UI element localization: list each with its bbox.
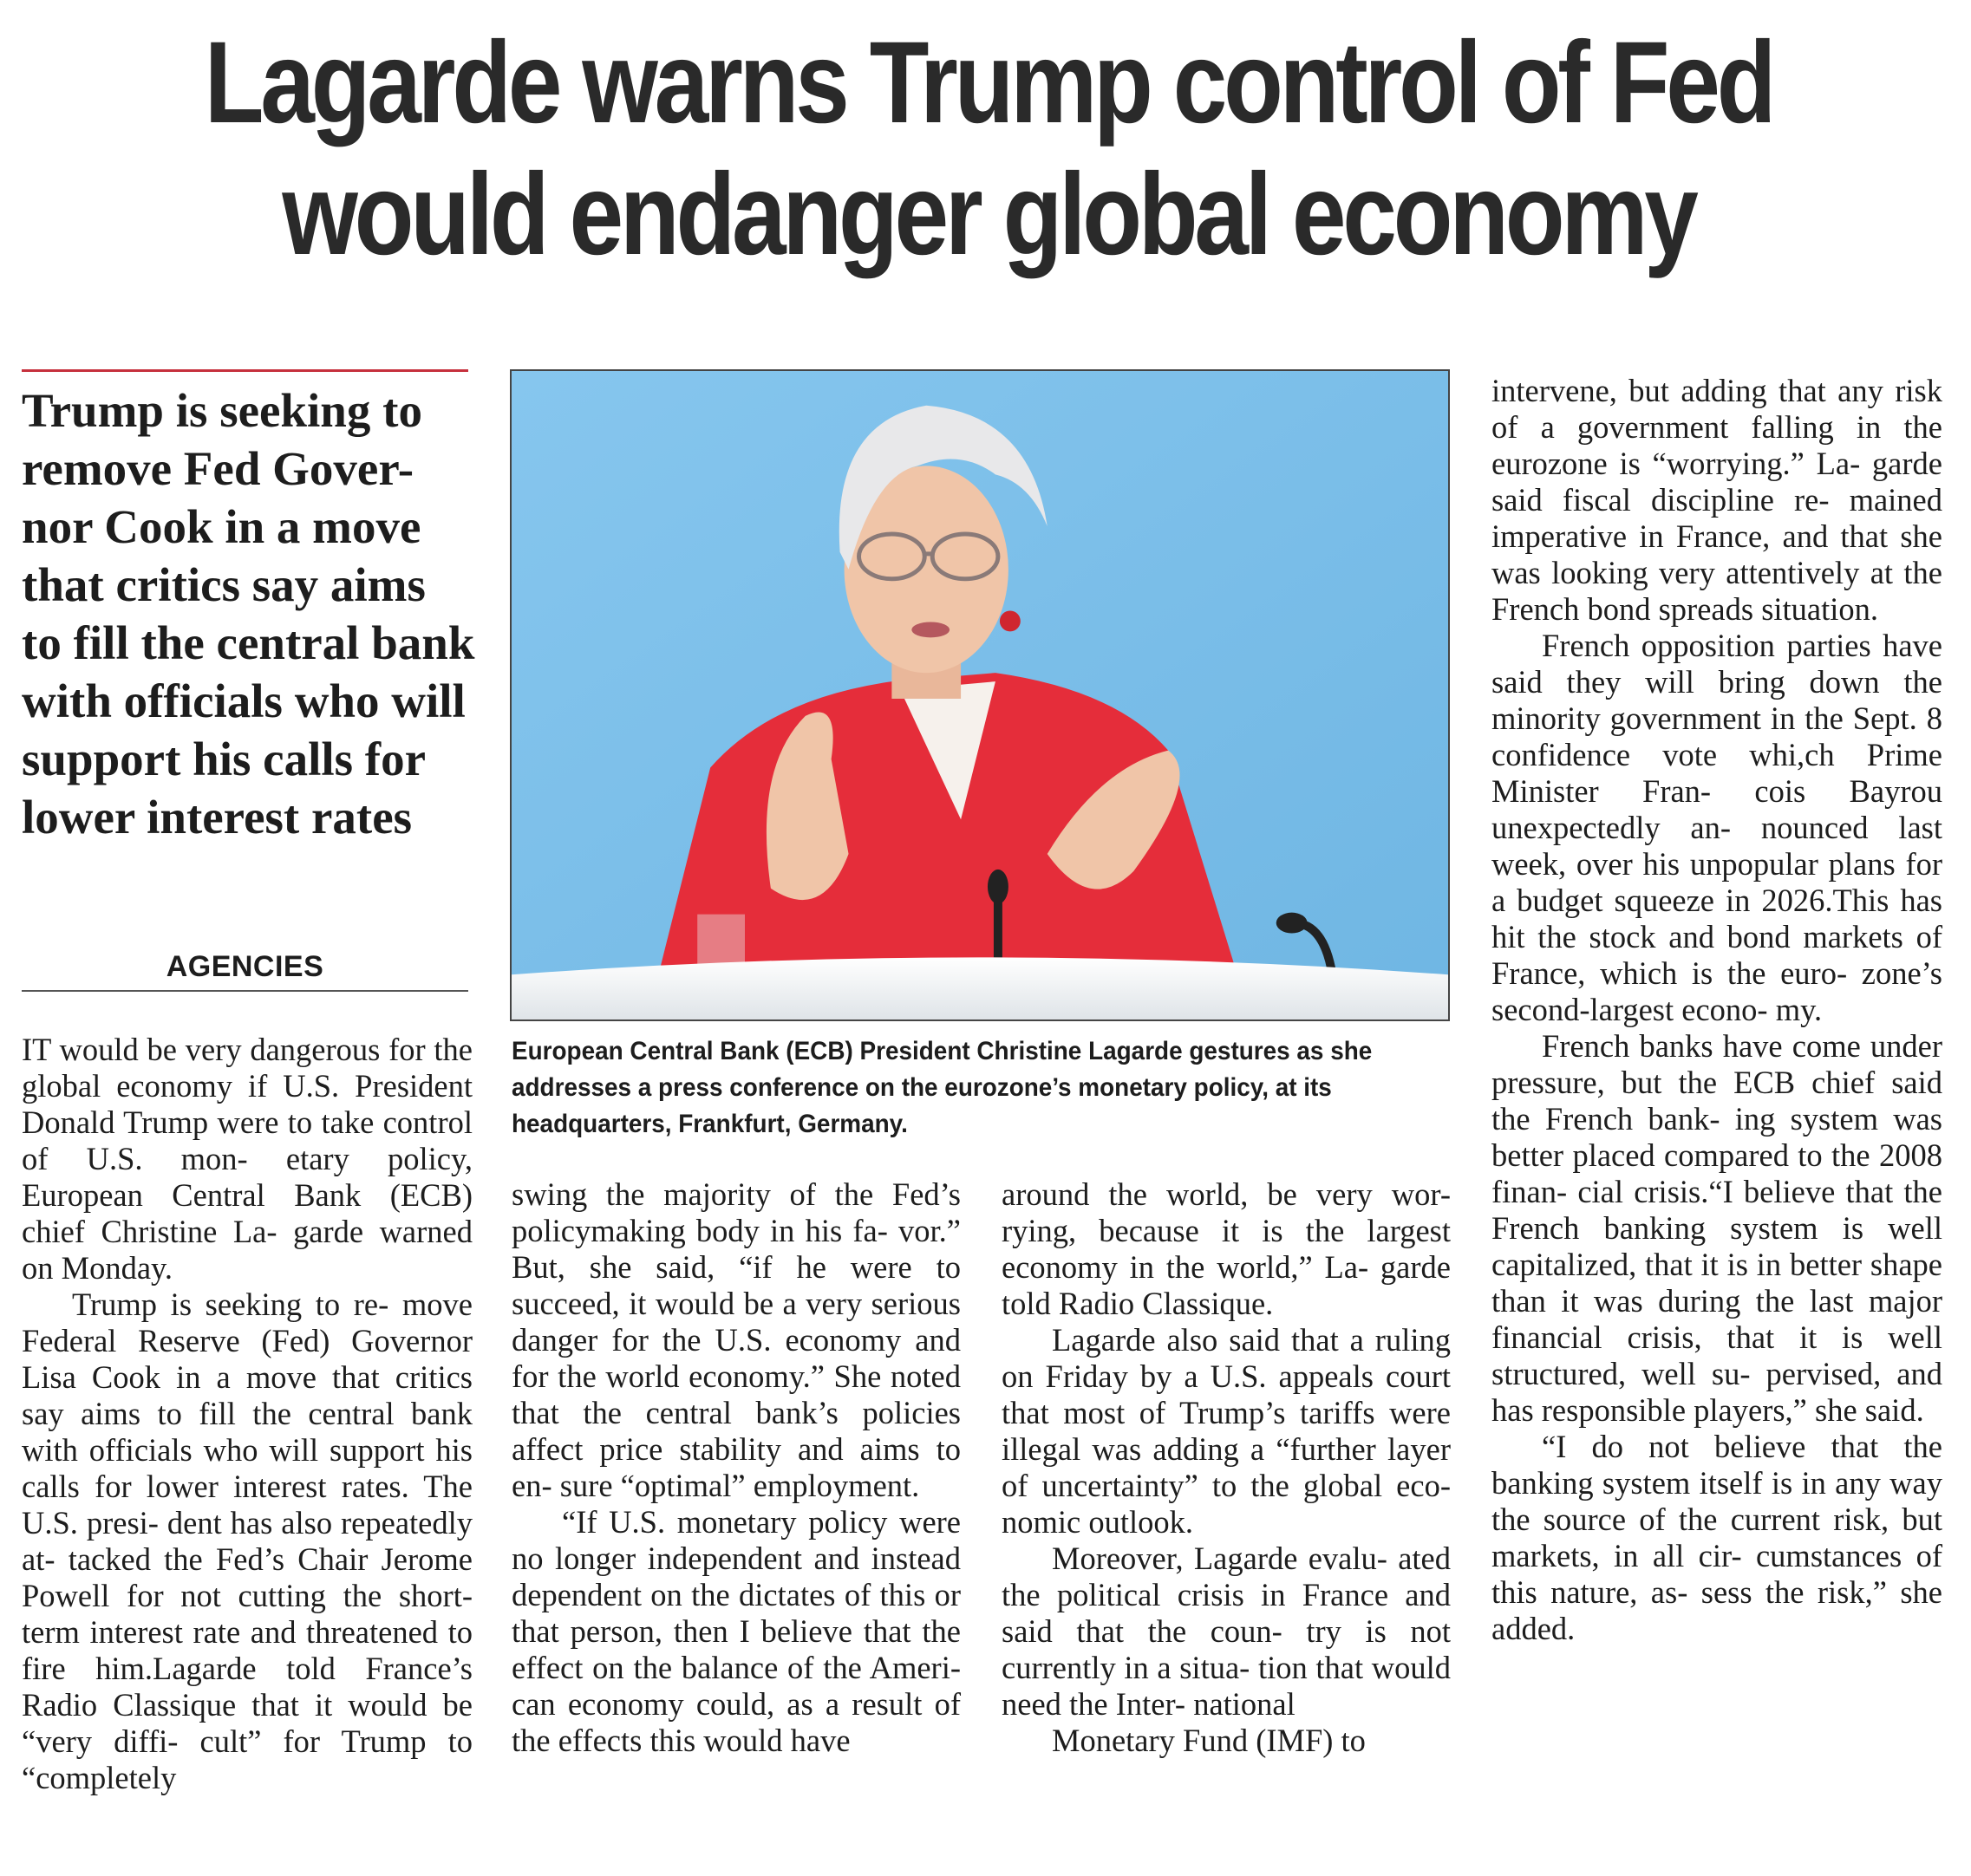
article-photo <box>510 369 1450 1021</box>
deck-top-rule <box>22 369 468 372</box>
article-column-4 <box>1491 373 1942 1647</box>
article-column-1 <box>22 1032 473 1796</box>
paragraph: IT would be very dangerous for the global economy if U.S. President Donald Trump were to take control of U.S. mon- etary policy, European Central Bank (ECB) chief Christine La- garde warned on Monday. <box>22 1032 473 1286</box>
paragraph: swing the majority of the Fed’s policymaking body in his fa- vor.” But, she said, “if he were to succeed, it would be a very serious danger for the U.S. economy and for the world economy.” She noted that the central bank’s policies affect price stability and aims to en- sure “optimal” employment. <box>512 1176 961 1503</box>
paragraph: “If U.S. monetary policy were no longer independent and instead dependent on the dictates of this or that person, then I believe that the effect on the balance of the Ameri- can economy could, as a result of the effects this would have <box>512 1504 961 1758</box>
photo-image <box>512 371 1448 1019</box>
paragraph: Trump is seeking to re- move Federal Reserve (Fed) Governor Lisa Cook in a move that critics say aims to fill the central bank with officials who will support his calls for lower interest rates. The U.S. presi- dent has also repeatedly at- tacked the Fed’s Chair Jerome Powell for not cutting the short-term interest rate and threatened to fire him.Lagarde told France’s Radio Classique that it would be “very diffi- cult” for Trump to “completely <box>22 1286 473 1795</box>
paragraph: French opposition parties have said they will bring down the minority government in the Sept. 8 confidence vote whi,ch Prime Minister Fran- cois Bayrou unexpectedly an- nounced last week, over his unpopular plans for a budget squeeze in 2026.This has hit the stock and bond markets of France, which is the euro- zone’s second-largest econo- my. <box>1491 628 1942 1027</box>
paragraph: intervene, but adding that any risk of a government falling in the eurozone is “worrying.” La- garde said fiscal discipline re- mained imperative in France, and that she was looking very attentively at the French bond spreads situation. <box>1491 373 1942 627</box>
paragraph: Lagarde also said that a ruling on Friday by a U.S. appeals court that most of Trump’s tariffs were illegal was adding a “further layer of uncertainty” to the global eco- nomic outlook. <box>1002 1322 1451 1540</box>
deck-summary: Trump is seeking to remove Fed Gover- nor Cook in a move that critics say aims to fill the central bank with officials who will support his calls for lower interest rates <box>22 384 475 844</box>
paragraph: Monetary Fund (IMF) to <box>1052 1723 1366 1758</box>
byline: AGENCIES <box>166 950 324 983</box>
paragraph: “I do not believe that the banking system itself is in any way the source of the current risk, but markets, in all cir- cumstances of this nature, as- sess the risk,” she added. <box>1491 1429 1942 1646</box>
paragraph: around the world, be very wor- rying, because it is the largest economy in the world,” La- garde told Radio Classique. <box>1002 1176 1451 1321</box>
paragraph: French banks have come under pressure, but the ECB chief said the French bank- ing system was better placed compared to the 2008 finan- cial crisis.“I believe that the French banking system is well capitalized, that it is in better shape than it was during the last major financial crisis, that it is well structured, well su- pervised, and has responsible players,” she said. <box>1491 1028 1942 1428</box>
paragraph: Moreover, Lagarde evalu- ated the political crisis in France and said that the coun- try is not currently in a situa- tion that would need the Inter- national <box>1002 1541 1451 1722</box>
article-column-3 <box>1002 1176 1451 1759</box>
byline-rule <box>22 990 468 992</box>
article-column-2 <box>512 1176 961 1759</box>
photo-caption: European Central Bank (ECB) President Christine Lagarde gestures as she addresses a press conference on the eurozone’s monetary policy, at its headquarters, Frankfurt, Germany. <box>512 1037 1373 1138</box>
headline-line-1: Lagarde warns Trump control of Fed <box>204 18 1773 147</box>
headline <box>173 17 1805 281</box>
headline-line-2: would endanger global economy <box>282 150 1695 279</box>
